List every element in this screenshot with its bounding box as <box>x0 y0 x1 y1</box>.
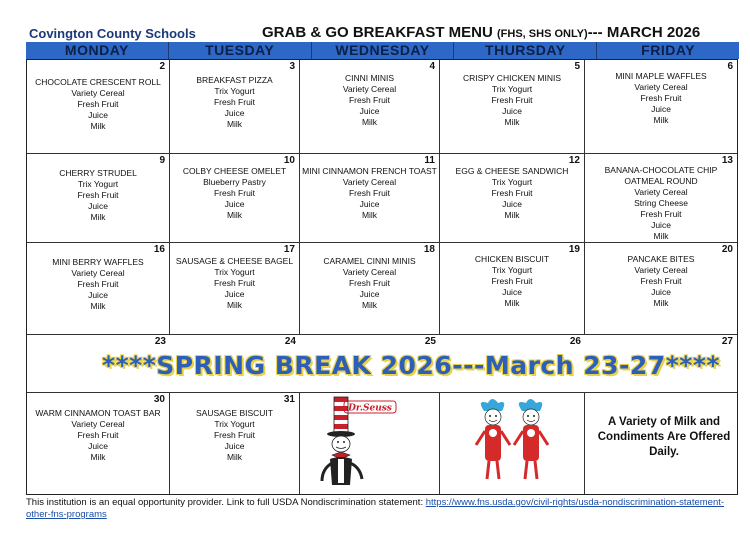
day-cell-mar-16 <box>27 243 170 335</box>
day-number: 18 <box>423 244 435 255</box>
side-item: Variety Cereal <box>342 84 397 94</box>
side-item: Juice <box>224 199 245 209</box>
day-number: 3 <box>289 61 295 72</box>
side-item: Juice <box>502 106 522 116</box>
day-number: 26 <box>569 336 581 347</box>
cat-in-hat-cell <box>300 393 440 494</box>
hat-band <box>334 424 348 429</box>
day-cell-mar-2 <box>27 60 170 154</box>
side-item: String Cheese <box>634 198 688 208</box>
day-cell-mar-31 <box>170 393 300 494</box>
day-cell-mar-9 <box>27 154 170 243</box>
side-item: Juice <box>359 199 380 209</box>
side-item: Juice <box>88 201 108 211</box>
side-item: Fresh Fruit <box>640 209 682 219</box>
weekday-monday: MONDAY <box>26 42 169 59</box>
side-item: Milk <box>226 119 243 129</box>
day-number: 20 <box>721 244 733 255</box>
side-item: Milk <box>90 301 106 311</box>
side-item: Milk <box>653 298 669 308</box>
side-item: Milk <box>90 212 106 222</box>
side-item: Milk <box>226 210 243 220</box>
side-item: Juice <box>502 287 522 297</box>
weekday-friday: FRIDAY <box>641 42 695 58</box>
menu-title-schools: (FHS, SHS ONLY) <box>497 28 588 40</box>
side-item: Milk <box>653 115 669 125</box>
day-cell-mar-17 <box>170 243 300 335</box>
day-number: 12 <box>568 155 580 166</box>
day-number: 13 <box>721 155 733 166</box>
day-cell-mar-10 <box>170 154 300 243</box>
milk-condiments-note: A Variety of Milk and Condiments Are Offered Daily. <box>597 416 731 458</box>
day-number: 27 <box>721 336 733 347</box>
side-item: Juice <box>502 199 522 209</box>
side-item: Fresh Fruit <box>348 278 391 288</box>
day-number: 16 <box>153 244 165 255</box>
side-item: Trix Yogurt <box>491 84 533 94</box>
day-cell-mar-13 <box>585 154 737 243</box>
side-item: Milk <box>90 121 106 131</box>
side-item: Fresh Fruit <box>640 276 682 286</box>
day-number: 24 <box>284 336 296 347</box>
side-item: Juice <box>88 441 108 451</box>
side-item: Milk <box>504 210 520 220</box>
side-item: Milk <box>90 452 106 462</box>
day-cell-mar-18 <box>300 243 440 335</box>
side-item: Fresh Fruit <box>348 188 391 198</box>
thing-one-thing-two-cell <box>440 393 585 494</box>
nondiscrimination-footer <box>26 497 738 521</box>
day-number: 11 <box>424 155 435 166</box>
day-cell-mar-3 <box>170 60 300 154</box>
day-cell-mar-12 <box>440 154 585 243</box>
day-number: 5 <box>574 61 580 72</box>
side-item: Fresh Fruit <box>491 276 533 286</box>
side-item: Variety Cereal <box>634 82 688 92</box>
weekday-wednesday: WEDNESDAY <box>312 42 455 59</box>
menu-title-main: GRAB & GO BREAKFAST MENU <box>262 24 493 41</box>
thing-one-thing-two-illustration <box>440 393 585 493</box>
entree: SAUSAGE BISCUIT <box>196 408 273 418</box>
menu-header <box>25 22 737 42</box>
side-item: Fresh Fruit <box>640 93 682 103</box>
side-item: Milk <box>226 452 243 462</box>
hat-band <box>334 406 348 411</box>
day-number: 4 <box>429 61 435 72</box>
entree: CHERRY STRUDEL <box>59 168 137 178</box>
side-item: Variety Cereal <box>634 187 688 197</box>
side-item: Juice <box>651 287 671 297</box>
day-number: 25 <box>424 336 436 347</box>
hat-band <box>334 397 348 402</box>
side-item: Milk <box>361 210 378 220</box>
hat-band <box>334 415 348 420</box>
side-item: Milk <box>504 117 520 127</box>
side-item: Variety Cereal <box>342 267 397 277</box>
entree: SAUSAGE & CHEESE BAGEL <box>175 256 294 266</box>
cat-face <box>332 436 350 452</box>
side-item: Milk <box>361 300 378 310</box>
side-item: Juice <box>359 106 380 116</box>
side-item: Trix Yogurt <box>77 179 119 189</box>
side-item: Milk <box>653 231 669 241</box>
side-item: Trix Yogurt <box>491 177 533 187</box>
menu-title-month: --- MARCH 2026 <box>587 24 701 41</box>
side-item: Fresh Fruit <box>77 430 119 440</box>
side-item: Trix Yogurt <box>214 267 255 277</box>
usda-statement-link[interactable]: https://www.fns.usda.gov/civil-rights/usda-nondiscrimination-statement-other-fns-programs <box>26 497 725 520</box>
side-item: Fresh Fruit <box>77 99 119 109</box>
day-number: 9 <box>159 155 165 166</box>
entree: CINNI MINIS <box>344 73 395 83</box>
side-item: Juice <box>651 104 671 114</box>
spring-break-banner: ****SPRING BREAK 2026---March 23-27**** <box>102 351 720 380</box>
weekday-thursday: THURSDAY <box>454 42 597 59</box>
side-item: Blueberry Pastry <box>203 177 266 187</box>
entree: CARAMEL CINNI MINIS <box>323 256 416 266</box>
day-cell-mar-20 <box>585 243 737 335</box>
day-cell-mar-19 <box>440 243 585 335</box>
entree: CHOCOLATE CRESCENT ROLL <box>35 77 161 87</box>
side-item: Juice <box>88 110 108 120</box>
side-item: Variety Cereal <box>71 419 125 429</box>
side-item: Juice <box>359 289 380 299</box>
entree: MINI BERRY WAFFLES <box>52 257 144 267</box>
entree: CHICKEN BISCUIT <box>474 254 550 264</box>
side-item: Juice <box>224 108 245 118</box>
entree: MINI MAPLE WAFFLES <box>615 71 707 81</box>
side-item: Fresh Fruit <box>491 188 533 198</box>
day-cell-mar-30 <box>27 393 170 494</box>
entree: MINI CINNAMON FRENCH TOAST <box>302 166 437 176</box>
side-item: Fresh Fruit <box>491 95 533 105</box>
side-item: Trix Yogurt <box>491 265 533 275</box>
side-item: Trix Yogurt <box>214 419 255 429</box>
dr-seuss-logo: Dr.Seuss <box>348 403 392 414</box>
side-item: Fresh Fruit <box>213 188 256 198</box>
side-item: Juice <box>651 220 671 230</box>
day-cell-mar-5 <box>440 60 585 154</box>
entree: CRISPY CHICKEN MINIS <box>462 73 562 83</box>
day-number: 23 <box>154 336 166 347</box>
side-item: Milk <box>226 300 243 310</box>
weekday-header-bar <box>26 42 739 59</box>
day-number: 19 <box>568 244 580 255</box>
side-item: Milk <box>361 117 378 127</box>
side-item: Fresh Fruit <box>77 279 119 289</box>
menu-title <box>262 24 700 41</box>
side-item: Fresh Fruit <box>77 190 119 200</box>
side-item: Variety Cereal <box>342 177 397 187</box>
side-item: Fresh Fruit <box>348 95 391 105</box>
school-district-name: Covington County Schools <box>29 26 196 41</box>
side-item: Variety Cereal <box>634 265 688 275</box>
side-item: Juice <box>224 289 245 299</box>
day-number: 6 <box>727 61 733 72</box>
day-number: 10 <box>283 155 295 166</box>
cat-in-the-hat-illustration <box>300 393 440 493</box>
weekday-tuesday: TUESDAY <box>169 42 312 59</box>
entree: COLBY CHEESE OMELET <box>182 166 287 176</box>
side-item: Milk <box>504 298 520 308</box>
footer-statement: This institution is an equal opportunity provider. Link to full USDA Nondiscrimination statement: <box>26 497 424 508</box>
day-number: 31 <box>283 394 295 405</box>
entree: BREAKFAST PIZZA <box>196 75 273 85</box>
day-cell-mar-6 <box>585 60 737 154</box>
entree: WARM CINNAMON TOAST BAR <box>35 408 161 418</box>
side-item: Juice <box>224 441 245 451</box>
thing-two-face <box>523 409 539 425</box>
entree: EGG & CHEESE SANDWICH <box>455 166 569 176</box>
day-number: 30 <box>153 394 165 405</box>
side-item: Juice <box>88 290 108 300</box>
side-item: Trix Yogurt <box>214 86 255 96</box>
day-cell-mar-4 <box>300 60 440 154</box>
entree: BANANA-CHOCOLATE CHIP OATMEAL ROUND <box>604 165 718 186</box>
day-cell-mar-11 <box>300 154 440 243</box>
day-number: 17 <box>283 244 295 255</box>
side-item: Variety Cereal <box>71 88 125 98</box>
side-item: Fresh Fruit <box>213 278 256 288</box>
day-number: 2 <box>159 61 165 72</box>
thing-one-face <box>485 409 501 425</box>
side-item: Fresh Fruit <box>213 430 256 440</box>
side-item: Variety Cereal <box>71 268 125 278</box>
side-item: Fresh Fruit <box>213 97 256 107</box>
entree: PANCAKE BITES <box>627 254 695 264</box>
